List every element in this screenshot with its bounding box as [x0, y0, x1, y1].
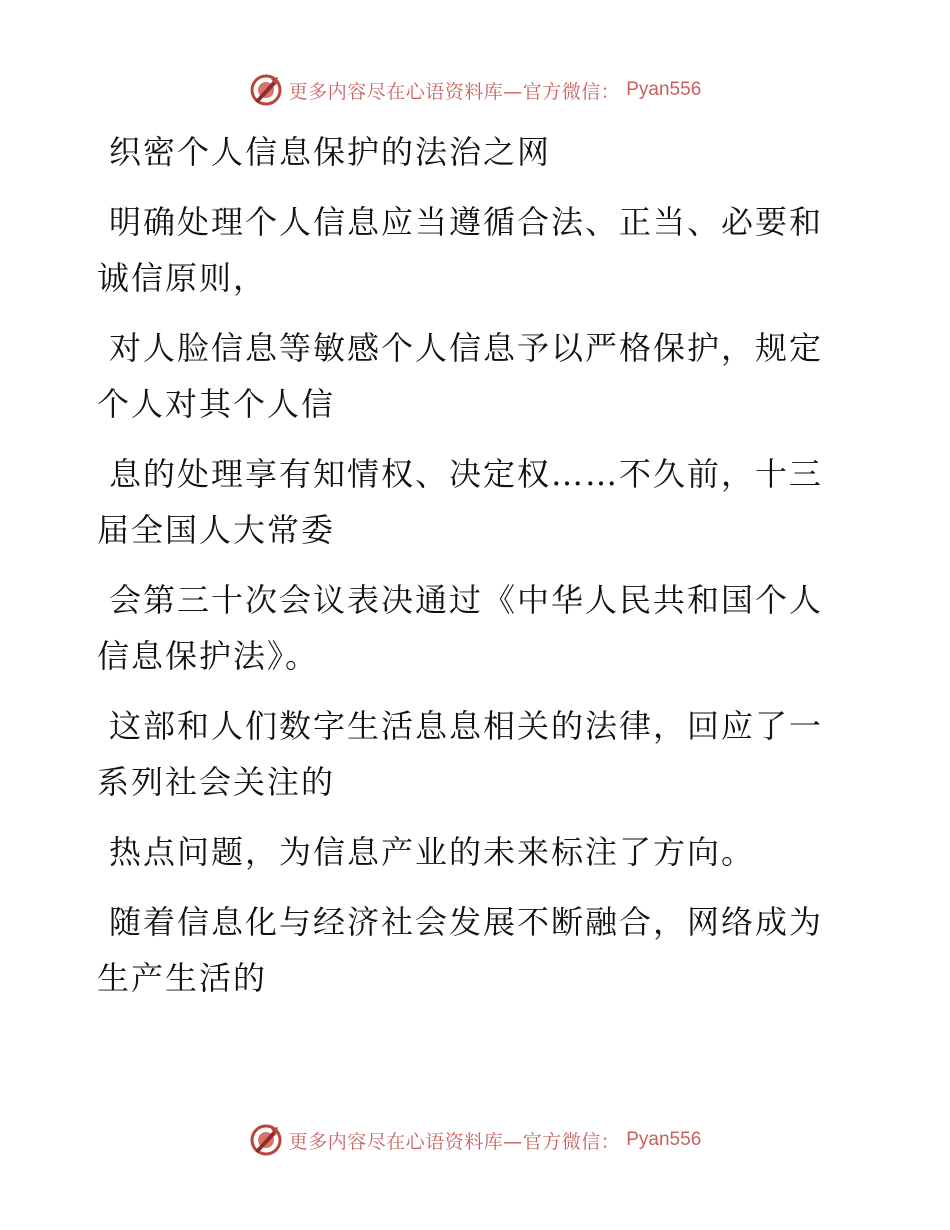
banner-text: 更多内容尽在心语资料库—官方微信： [288, 1130, 621, 1153]
paragraph: 随着信息化与经济社会发展不断融合，网络成为生产生活的 [97, 903, 824, 997]
document-body [97, 124, 832, 1020]
paragraph: 明确处理个人信息应当遵循合法、正当、必要和诚信原则， [97, 203, 824, 297]
footer-banner [0, 1120, 950, 1160]
paragraph: 对人脸信息等敏感个人信息予以严格保护，规定个人对其个人信 [97, 329, 824, 423]
header-banner [0, 70, 950, 110]
paragraph: 会第三十次会议表决通过《中华人民共和国个人信息保护法》。 [97, 581, 824, 675]
wechat-id: Pyan556 [626, 79, 702, 100]
wechat-id: Pyan556 [626, 1129, 702, 1150]
paragraph: 息的处理享有知情权、决定权……不久前，十三届全国人大常委 [97, 455, 824, 549]
quill-seal-icon [249, 73, 283, 107]
quill-seal-icon [249, 1123, 283, 1157]
banner-text: 更多内容尽在心语资料库—官方微信： [288, 80, 621, 103]
paragraph: 这部和人们数字生活息息相关的法律，回应了一系列社会关注的 [97, 707, 824, 801]
paragraph: 热点问题，为信息产业的未来标注了方向。 [109, 833, 756, 871]
paragraph-title: 织密个人信息保护的法治之网 [109, 133, 552, 171]
